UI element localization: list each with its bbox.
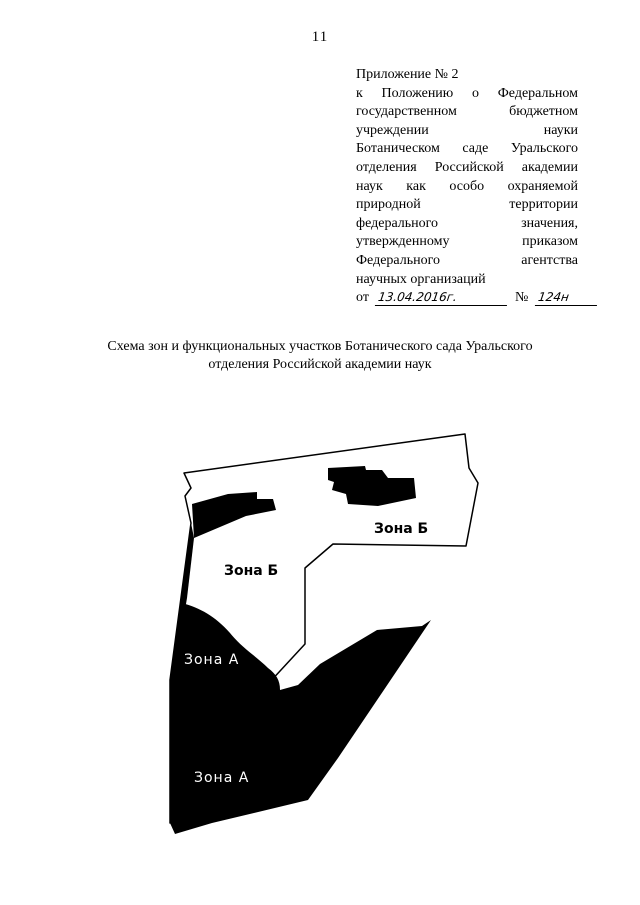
appendix-line: научных организаций [356, 271, 486, 287]
appendix-line: природной территории [356, 197, 578, 213]
page-number: 11 [311, 29, 329, 45]
zone-map [160, 428, 490, 840]
appendix-line: Приложение № 2 [356, 67, 459, 82]
scheme-title [0, 338, 640, 374]
appendix-line: к Положению о Федеральном [356, 85, 578, 101]
appendix-line: Федерального агентства [356, 252, 578, 268]
zone-label-b-left: Зона Б [224, 563, 279, 579]
scheme-title-line-1: Схема зон и функциональных участков Ботанического сада Уральского [107, 339, 533, 354]
appendix-line: Ботаническом саде Уральского [356, 141, 578, 157]
appendix-line: утвержденному приказом [356, 234, 578, 250]
order-date-line [356, 289, 578, 308]
appendix-line: отделения Российской академии [356, 159, 578, 175]
appendix-block [356, 66, 578, 308]
order-number: 124н [535, 290, 599, 306]
appendix-line: государственном бюджетном [356, 104, 578, 120]
appendix-line: наук как особо охраняемой [356, 178, 578, 194]
number-sign: № [514, 290, 529, 306]
order-date: 13.04.2016г. [375, 290, 509, 306]
appendix-line: федерального значения, [356, 215, 578, 231]
zone-label-a-upper: Зона А [184, 652, 240, 668]
zone-label-b-right: Зона Б [374, 521, 429, 537]
appendix-line: учреждении науки [356, 122, 578, 138]
zone-label-a-lower: Зона А [194, 770, 250, 786]
scheme-title-line-2: отделения Российской академии наук [208, 357, 432, 372]
date-prefix: от [356, 290, 369, 306]
